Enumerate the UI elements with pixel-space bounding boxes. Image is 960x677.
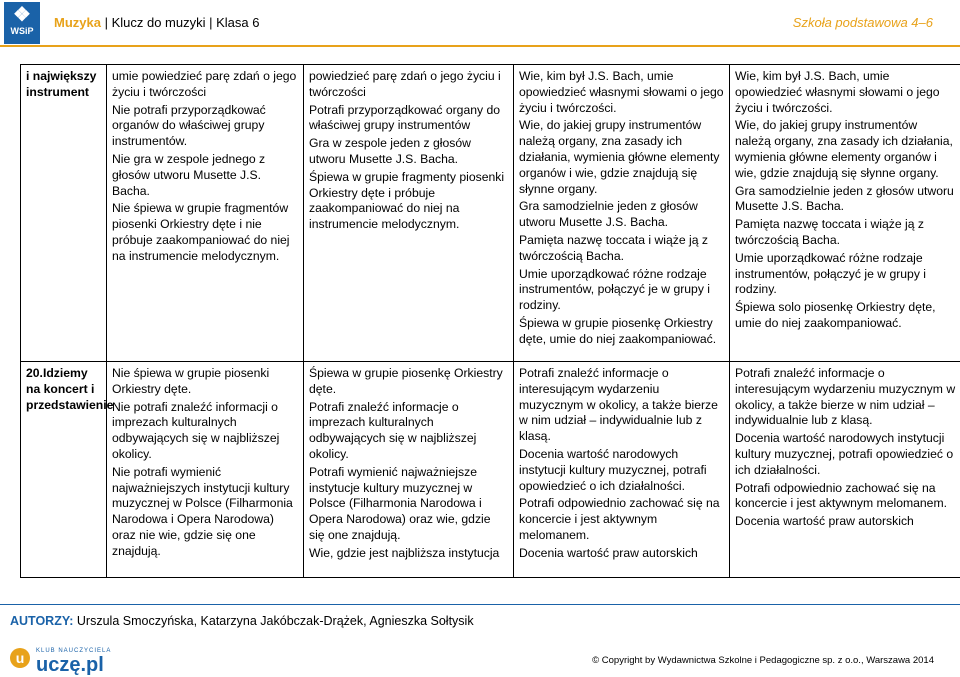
title-separator: | (205, 15, 217, 30)
requirement-text: Potrafi znaleźć informacje o interesującym wydarzeniu muzycznym w okolicy, a także bierze w nim udział – indywidualnie lub z klasą. (519, 366, 718, 444)
requirement-text: Umie uporządkować różne rodzaje instrumentów, połączyć je w grupy i rodziny. (519, 266, 711, 313)
requirement-text: Nie gra w zespole jednego z głosów utworu Musette J.S. Bacha. (112, 151, 266, 198)
requirement-text: Docenia wartość narodowych instytucji kultury muzycznej, potrafi opowiedzieć o ich działalności. (519, 446, 707, 493)
ucze-logo-icon: u (10, 648, 30, 668)
requirement-text: Potrafi znaleźć informacje o imprezach kulturalnych odbywających się w najbliższej okolicy. (309, 399, 477, 461)
requirement-text: Nie potrafi wymienić najważniejszych instytucji kultury muzycznej w Polsce (Filharmonia Narodowa i Opera Narodowa) oraz nie wie, gdzie się one znajdują. (112, 464, 293, 558)
requirement-text: Nie śpiewa w grupie piosenki Orkiestry dęte. (112, 366, 270, 396)
copyright-notice: © Copyright by Wydawnictwa Szkolne i Pedagogiczne sp. z o.o., Warszawa 2014 (592, 655, 934, 666)
table-row (21, 65, 960, 362)
requirement-text: Docenia wartość praw autorskich (519, 545, 698, 560)
requirement-text: Docenia wartość narodowych instytucji kultury muzycznej, potrafi opowiedzieć o ich działalności. (735, 431, 954, 477)
authors-label: AUTORZY: (10, 614, 74, 628)
requirement-text: Pamięta nazwę toccata i wiąże ją z twórczością Bacha. (519, 232, 708, 263)
school-level-label: Szkoła podstawowa 4–6 (792, 15, 933, 30)
requirement-cell (730, 362, 960, 578)
requirement-text: Śpiewa w grupie piosenkę Orkiestry dęte, umie do niej zaakompaniować. (519, 315, 717, 346)
authors-names: Urszula Smoczyńska, Katarzyna Jakóbczak-Drążek, Agnieszka Sołtysik (73, 614, 474, 628)
topic-cell: i największy instrument (21, 65, 107, 362)
wsip-logo: ❖ WSiP (4, 2, 40, 44)
requirement-cell (107, 362, 304, 578)
requirement-cell (304, 65, 514, 362)
requirement-text: Potrafi odpowiednio zachować się na koncercie i jest aktywnym melomanem. (519, 496, 720, 542)
requirement-text: Wie, gdzie jest najbliższa instytucja (309, 545, 500, 560)
logo-caption: KLUB NAUCZYCIELA (36, 648, 112, 654)
page-header (0, 0, 960, 46)
subject-label: Muzyka (54, 15, 101, 30)
requirements-table (20, 64, 960, 578)
topic-cell: 20.Idziemy na koncert i przedstawienie (21, 362, 107, 578)
requirement-cell (304, 362, 514, 578)
requirement-text: Docenia wartość praw autorskich (735, 514, 914, 529)
requirement-text: Potrafi znaleźć informacje o interesującym wydarzeniu muzycznym w okolicy, a także bierze w nim udział – indywidualnie lub z klasą. (735, 366, 956, 428)
authors-line (10, 614, 474, 628)
requirement-text: powiedzieć parę zdań o jego życiu i twórczości (309, 69, 501, 99)
requirement-cell (514, 65, 730, 362)
requirement-text: Nie potrafi znaleźć informacji o imprezach kulturalnych odbywających się w najbliższej okolicy. (112, 399, 280, 461)
requirement-text: Pamięta nazwę toccata i wiąże ją z twórczością Bacha. (735, 217, 924, 247)
page-title (54, 15, 259, 30)
requirement-cell (514, 362, 730, 578)
requirement-text: Śpiewa solo piosenkę Orkiestry dęte, umie do niej zaakompaniować. (735, 300, 936, 330)
requirement-text: Gra w zespole jeden z głosów utworu Musette J.S. Bacha. (309, 136, 471, 166)
ucze-pl-logo (10, 648, 112, 676)
requirement-cell (730, 65, 960, 362)
requirement-text: Nie potrafi przyporządkować organów do właściwej grupy instrumentów. (112, 102, 266, 149)
requirement-text: Gra samodzielnie jeden z głosów utworu Musette J.S. Bacha. (519, 199, 698, 230)
requirement-cell (107, 65, 304, 362)
requirement-text: Umie uporządkować różne rodzaje instrumentów, połączyć je w grupy i rodziny. (735, 250, 927, 297)
requirement-text: Wie, kim był J.S. Bach, umie opowiedzieć własnymi słowami o jego życiu i twórczości. (519, 69, 724, 115)
requirement-text: Potrafi przyporządkować organy do właściwej grupy instrumentów (309, 102, 501, 133)
header-divider (0, 45, 960, 47)
requirement-text: Śpiewa w grupie piosenkę Orkiestry dęte. (309, 366, 503, 396)
publisher-logo-icon: ❖ (13, 4, 31, 26)
requirement-text: Potrafi odpowiednio zachować się na koncercie i jest aktywnym melomanem. (735, 480, 947, 511)
requirement-text: Wie, do jakiej grupy instrumentów należą organy, zna zasady ich działania, wymienia główne elementy organów i wie, gdzie znajdują się słynne organy. (735, 118, 953, 180)
requirement-text: Wie, kim był J.S. Bach, umie opowiedzieć własnymi słowami o jego życiu i twórczości. (735, 69, 940, 115)
course-label: Klucz do muzyki (111, 15, 206, 30)
title-separator: | (100, 15, 112, 30)
table-row (21, 362, 960, 578)
grade-label: Klasa 6 (216, 15, 260, 30)
requirement-text: Potrafi wymienić najważniejsze instytucje kultury muzycznej w Polsce (Filharmonia Narodowa i Opera Narodowa) oraz wie, gdzie się one znajdują. (309, 464, 491, 542)
footer-divider (0, 604, 960, 605)
requirement-text: Nie śpiewa w grupie fragmentów piosenki Orkiestry dęte i nie próbuje zaakompaniować do niej na instrumencie melodycznym. (112, 201, 290, 263)
requirement-text: Gra samodzielnie jeden z głosów utworu Musette J.S. Bacha. (735, 183, 954, 214)
requirement-text: umie powiedzieć parę zdań o jego życiu i twórczości (112, 69, 297, 99)
logo-name: uczę.pl (36, 654, 104, 676)
requirement-text: Wie, do jakiej grupy instrumentów należą organy, zna zasady ich działania, wymienia główne elementy organów i wie, gdzie znajdują się słynne organy. (519, 118, 720, 196)
requirement-text: Śpiewa w grupie fragmenty piosenki Orkiestry dęte i próbuje zaakompaniować do niej na instrumencie melodycznym. (309, 169, 505, 232)
